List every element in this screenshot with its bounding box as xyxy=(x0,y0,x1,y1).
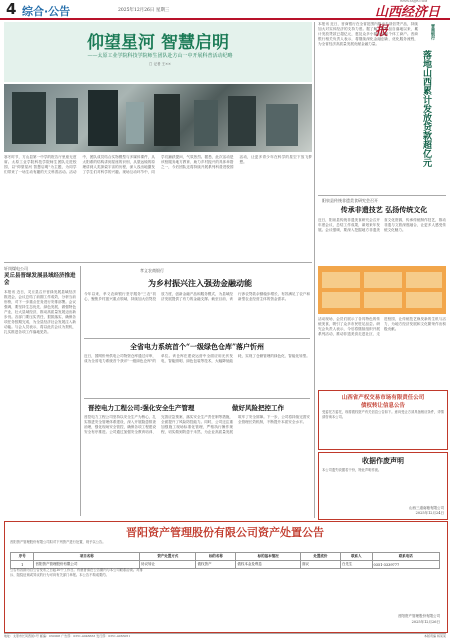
feature-body: 寒冬时节，方山县第一中学的报告厅里座无虚席。太原工业学院科技学院师生团队走进校园，以"仰望星河 智慧启明"为主题，为同学们带来了一场生动有趣的天文科普活动。活动中，团队成员结合实物模型与多媒体课件，从太阳系的结构讲到星座的识别，从望远镜的原理讲到人类探索宇宙的历程，深入浅出地激发了学生们对科学的兴趣。现场互动环节中，同学们踊跃提问，气氛热烈。据悉，此次活动是该校服务地方教育、助力乡村振兴的具体举措之一，今后团队还将持续开展系列科普进校园活动，让更多青少年在科学的星空下放飞梦想。 xyxy=(4,155,312,174)
notice-title-2: 债权转让信息公告 xyxy=(360,403,405,409)
td-2: 协议转让 xyxy=(140,561,196,569)
col-rule-center xyxy=(314,22,315,518)
right-low-body: 活动现场，会员们展示了各具特色的传统美食，吸引了众多市民驻足品尝。研究会负责人表示，今后将继续组织开展系列活动，推动非遗美食走进社区、走进校园，让传统技艺焕发新的生机与活力，为地方经济发展和文化繁荣作出积极贡献。 xyxy=(318,317,446,336)
right-vertical-headline: 落地山西累计发放贷款超亿元 xyxy=(421,50,431,167)
receipt-title: 收据作废声明 xyxy=(362,456,404,465)
students-photo-icon xyxy=(4,84,312,152)
center-top-headline: 为乡村振兴注入强劲金融动能 xyxy=(148,278,252,288)
receipt-date: 2025年12月24日 xyxy=(415,511,444,515)
th-2: 资产处置方式 xyxy=(140,553,196,561)
masthead: 山西经济日报 xyxy=(375,5,441,39)
bottom-notice-body: 公告有效期为自公告发布之日起10个工作日。有意者请在公告期内与本公司联系洽谈。对排斥、阻挠征询或异议的行为可向有关部门举报。本公告不构成要约。 xyxy=(10,568,143,577)
food-photo-icon xyxy=(318,266,446,314)
th-3: 标的名称 xyxy=(196,553,236,561)
website: WWW.SXJJB.COM xyxy=(400,0,428,3)
right-top-body: 本报讯 近日，晋商银行在全省范围内推出专项信贷产品，持续加大对实体经济的支持力度。据了解，该产品自落地以来，累计发放贷款已超亿元，惠及众多小微企业和个体工商户。晋商银行相关负责人表示，将继续深化金融创新，优化服务流程，为全省经济高质量发展贡献金融力量。 xyxy=(318,22,418,46)
right-mid-kicker: 阳泉县传统非遗美食研究会召开 xyxy=(322,198,378,203)
rule-1 xyxy=(4,262,312,263)
right-mid-headline: 传承非遗技艺 弘扬传统文化 xyxy=(340,205,428,214)
asset-table xyxy=(10,552,440,569)
feature-byline: □ 记者 王×× xyxy=(149,62,171,66)
rule-center-2 xyxy=(84,398,310,399)
feature-title: 仰望星河 智慧启明 xyxy=(87,33,229,53)
col-rule-left xyxy=(80,266,81,516)
th-1: 项目名称 xyxy=(34,553,140,561)
center-top-kicker: 孝义农商银行 xyxy=(140,268,164,273)
td-4: 债权本金及利息 xyxy=(236,561,301,569)
center-low-headline-1: 晋控电力工程公司:强化安全生产管理 xyxy=(88,404,195,412)
bottom-notice-intro: 晋阳资产管理股份有限公司拟对下列资产进行处置，现予以公告。 xyxy=(10,540,106,544)
td-0: 1 xyxy=(11,561,34,569)
footer-address: 地址：太原市长风西街1号 邮编：030006 广告部：0351-4046663 发行部：0351-4063051 xyxy=(4,634,131,638)
rule-center-1 xyxy=(84,338,310,339)
bottom-notice-title: 晋阳资产管理股份有限公司资产处置公告 xyxy=(126,526,324,539)
issue-date: 2025年12月26日 星期三 xyxy=(118,8,170,13)
right-mid-body: 近日，阳泉县传统非遗美食研究会召开年度会议，总结工作成果，谋划来年发展。会议强调，要深入挖掘地方非遗美食文化资源，传承传统制作技艺，推动非遗与文旅深度融合，让更多人感受传统文化魅力。 xyxy=(318,218,446,232)
section-title: 综合·公告 xyxy=(22,5,71,18)
td-7: 0351-3339777 xyxy=(372,561,439,569)
th-4: 标的基本情况 xyxy=(236,553,301,561)
right-vertical-kicker: 晋商银行 xyxy=(431,24,436,40)
center-top-body: 今年以来，孝义农商银行坚守服务"三农"初心，聚焦乡村振兴重点领域，持续加大信贷投放力度，创新金融产品和服务模式，为县域经济发展提供了有力的金融支撑。截至目前，该行涉农贷款余额稳步增长，有效满足了农户和新型农业经营主体的资金需求。 xyxy=(84,292,310,301)
td-3: 债权资产 xyxy=(196,561,236,569)
footer-editor: 本版责编 杨某某 xyxy=(424,634,446,638)
th-7: 联系电话 xyxy=(372,553,439,561)
asset-table-header xyxy=(11,553,440,561)
receipt-org: 山西三道南粮有限公司 xyxy=(409,506,444,510)
left-kicker: 轩岗煤电公司 xyxy=(4,266,28,271)
receipt-body: 本公司遗失收据若干份，特此声明作废。 xyxy=(322,468,382,472)
td-6: 白先生 xyxy=(340,561,372,569)
feature-subtitle: ——太原工业学院科技学院师生团队赴方山一中开展科普活动纪略 xyxy=(87,53,233,59)
bottom-notice-date: 2025年12月26日 xyxy=(411,620,440,624)
left-headline: 灵丘县晋绿发展县域经济推进会 xyxy=(4,273,76,286)
center-low-headline-2: 做好风险把控工作 xyxy=(232,404,284,412)
page-number: 4 xyxy=(6,0,17,18)
center-mid-body: 近日，国网忻州供电公司物资仓库通过评审，成为全省电力系统首个获评"一级绿色仓库"的单位。该仓库在建设运营中全面应用光伏发电、智能照明、绿色包装等技术，大幅降低能耗，实现了仓储管理的绿色化、智能化转型。 xyxy=(84,354,310,363)
feature-photo xyxy=(4,84,312,152)
th-0: 序号 xyxy=(11,553,34,561)
notice-title: 山西省产权交易市场有限责任公司 xyxy=(341,395,425,401)
left-body: 本报讯 近日，灵丘县召开晋绿发展县域经济推进会，会议总结了前期工作成效，分析当前形势，对下一步重点任务进行安排部署。会议强调，要坚持生态优先、绿色发展，做强特色产业，壮大县域经济，推动高质量发展迈出新步伐。各部门要压实责任，狠抓落实，确保各项任务按期完成，为全县经济社会发展注入新动能。与会人员表示，将以此次会议为契机，扎实推进各项工作落地见效。 xyxy=(4,290,76,334)
bottom-notice-signature: 晋阳资产管理股份有限公司 xyxy=(398,614,440,618)
td-1: 晋阳资产管理股份有限公司 xyxy=(34,561,140,569)
notice-body: 受委托方委托，现将债权资产有关信息公告如下。意向受让方须具备相应条件，详情请咨询本公司。 xyxy=(322,410,444,419)
rule-right-1 xyxy=(318,195,446,196)
center-low-body: 晋控电力工程公司坚持以安全生产为核心，扎实推进安全管理体系建设，深入开展隐患排查治理，强化现场安全管控，确保各项工程建设安全有序推进。公司通过加强安全教育培训、完善应急预案、落实安全生产责任制等措施，全面提升了风险防控能力。同时，公司还注重加强施工现场标准化管理，严格执行操作规程，切实做到防患于未然，为企业高质量发展筑牢了安全屏障。下一步，公司将持续完善安全管理长效机制，不断提升本质安全水平。 xyxy=(84,415,310,434)
th-6: 联系人 xyxy=(340,553,372,561)
center-mid-headline: 全省电力系统首个“一级绿色仓库”落户忻州 xyxy=(129,342,265,351)
th-5: 处置底价 xyxy=(300,553,340,561)
td-5: 面议 xyxy=(300,561,340,569)
right-photo xyxy=(318,266,446,314)
